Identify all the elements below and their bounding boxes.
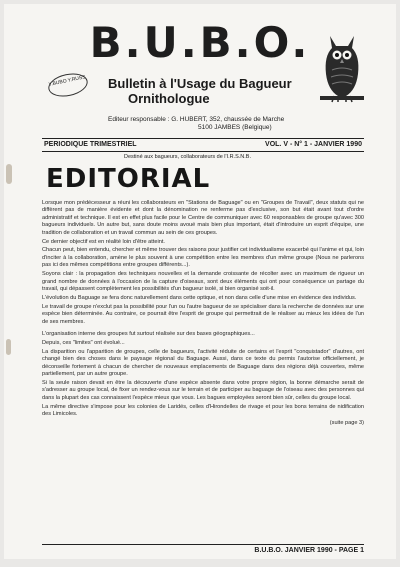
article-paragraph: La disparition ou l'apparition de groupes, celle de bagueurs, l'activité réduite de certains et l'esprit "conquistador" d'autres, ont changé bien des choses dans le paysage régional du Baguage. Aussi, dans ce texte du permis l'autorise officiellement, je déconseille fortement à chacun de chercher de nouveaux emplacements de Baguage dans des régions déjà couvertes, même partiellement, par un autre groupe. <box>42 348 364 378</box>
stamp-text: Y.BUBO Y.RUSS <box>48 74 87 88</box>
article-paragraph: L'évolution du Baguage se fera donc naturellement dans cette optique, et non dans celle d'une mise en évidence des individus. <box>42 294 357 301</box>
header-rule-top <box>42 138 364 139</box>
masthead-title: B.U.B.O. <box>89 18 311 67</box>
periodicity-label: PERIODIQUE TRIMESTRIEL <box>44 141 137 148</box>
foxing-spot <box>6 339 11 355</box>
article-paragraph: Chacun peut, bien entendu, chercher et même trouver des raisons pour justifier cet individualisme exacerbé qui l'anime et qui, loin d'inciter à la collaboration, amène le plus souvent à une compétition entre les membres d'un même groupe (Nous ne parlerons pas ici des mêmes compétitions entre groupes différents...). <box>42 247 364 269</box>
stamp-seal <box>46 70 90 100</box>
editor-line: Editeur responsable : G. HUBERT, 352, chaussée de Marche <box>108 116 285 123</box>
article-title: EDITORIAL <box>46 164 211 194</box>
foxing-spot <box>6 164 12 184</box>
subtitle-line-2: Ornithologue <box>128 91 210 106</box>
owl-logo-icon <box>316 30 368 114</box>
article-paragraph: Soyons clair : la propagation des techniques nouvelles et la demande croissante de récolter avec un maximum de rigueur un grand nombre de données à l'occasion de la capture d'oiseaux, sont deux éléments qui ont pour conséquence un partage du travail, qui dépassent complètement les possibilités d'un bagueur isolé, si bien organisé soit-il. <box>42 271 364 292</box>
editor-info <box>108 116 358 132</box>
article-paragraph: Ce dernier objectif est en réalité loin d'être atteint. <box>42 238 165 245</box>
issue-label: VOL. V - N° 1 - JANVIER 1990 <box>265 141 362 148</box>
document-page <box>4 4 396 559</box>
article-paragraph: La même directive s'impose pour les colonies de Laridés, celles d'Hirondelles de rivage et pour les bons terrains de nidification des Limicoles. <box>42 403 364 418</box>
bulletin-subtitle <box>108 76 308 106</box>
subtitle-line-1: Bulletin à l'Usage du Bagueur <box>108 76 292 91</box>
dedication-line: Destiné aux bagueurs, collaborateurs de l'I.R.S.N.B. <box>124 154 252 160</box>
footer-rule <box>42 544 364 545</box>
article-paragraph: Si la seule raison devait en être la découverte d'une espèce absente dans votre propre région, la bonne démarche serait de s'adresser au groupe local, de fixer un rendez-vous sur le terrain et de participer au baguage de l'oiseau avec des personnes qui dans la plupart des cas connaissent l'espèce mieux que vous. Les bagues employées seront bien sûr, celles du groupe local. <box>42 379 364 401</box>
header-rule-bottom <box>42 151 364 152</box>
page-footer: B.U.B.O. JANVIER 1990 - PAGE 1 <box>254 547 364 554</box>
editor-address: 5100 JAMBES (Belgique) <box>198 124 272 131</box>
article-body <box>42 200 364 429</box>
article-paragraph: Le travail de groupe n'exclut pas la possibilité pour l'un ou l'autre bagueur de se spécialiser dans la recherche de données sur une espèce bien déterminée. Au contraire, ce pourrait être l'esprit de groupe qui permettrait de le réaliser au mieux les idées de l'un de ses membres. <box>42 303 364 325</box>
article-paragraph: Lorsque mon prédécesseur a réuni les collaborateurs en "Stations de Baguage" ou en "Groupes de Travail", deux statuts qui ne diffèrent pas de manière évidente et dont la dénomination ne renferme pas d'exclusive, son but était avant tout d'ordre administratif et technique. Il est en effet plus facile pour le Centre de communiquer avec 60 responsables de groupe qu'avec 300 bagueurs individuels. Un autre but, sans doute moins avoué mais bien plus important, était d'introduire un esprit d'équipe, une tradition de collaboration et un travail commun au sein de ces groupes. <box>42 200 364 236</box>
continued-note: (suite page 3) <box>329 419 364 426</box>
article-paragraph: L'organisation interne des groupes fut surtout réalisée sur des bases géographiques... <box>42 331 255 337</box>
article-paragraph: Depuis, ces "limites" ont évolué... <box>42 339 125 346</box>
